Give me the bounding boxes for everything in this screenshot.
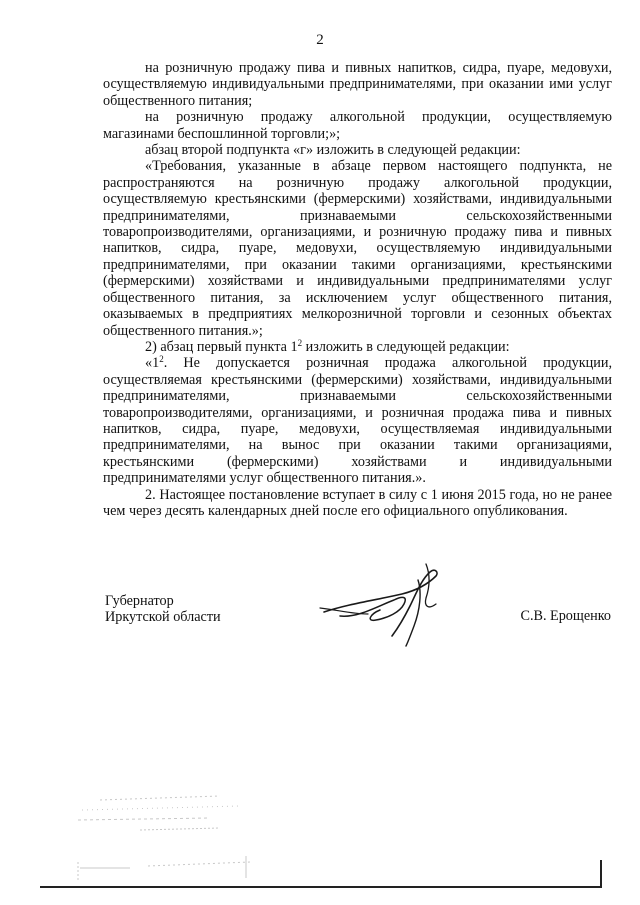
paragraph-7: 2. Настоящее постановление вступает в силу с 1 июня 2015 года, но не ранее чем через десять календарных дней после его официального опубликования. [103, 486, 612, 519]
document-body [103, 60, 612, 519]
signatory-title-line-2: Иркутской области [105, 609, 221, 625]
handwritten-signature [318, 560, 450, 648]
paragraph-6 [103, 355, 612, 486]
signatory-title-line-1: Губернатор [105, 593, 174, 609]
signatory-title [105, 593, 221, 625]
paragraph-5-text: 2) абзац первый пункта 1 [145, 338, 298, 355]
paragraph-1: на розничную продажу пива и пивных напитков, сидра, пуаре, медовухи, осуществляемую индивидуальными предпринимателями, при оказании ими услуг общественного питания; [103, 60, 612, 109]
paragraph-5-superscript: 2 [297, 337, 303, 348]
faded-stamp-marks [70, 778, 270, 898]
page-number: 2 [316, 32, 324, 48]
paragraph-3: абзац второй подпункта «г» изложить в следующей редакции: [145, 142, 521, 159]
paragraph-6-text: «1 [145, 355, 160, 372]
signatory-name: С.В. Ерощенко [520, 608, 611, 624]
paragraph-2: на розничную продажу алкогольной продукции, осуществляемую магазинами беспошлинной торговли;»; [103, 109, 612, 142]
page-right-border [600, 860, 602, 888]
paragraph-5 [103, 339, 612, 355]
page-bottom-border [40, 886, 602, 888]
paragraph-6-superscript: 2 [159, 354, 164, 365]
paragraph-5-text-end: изложить в следующей редакции: [302, 338, 510, 355]
paragraph-4: «Требования, указанные в абзаце первом настоящего подпункта, не распространяются на розничную продажу алкогольной продукции, осуществляемую крестьянскими (фермерскими) хозяйствами, индивидуальными предпринимателями, признаваемыми сельскохозяйственными товаропроизводителями, организациями, и розничную продажу пива и пивных напитков, сидра, пуаре, медовухи, осуществляемую индивидуальными предпринимателями, при оказании такими организациями, крестьянскими (фермерскими) хозяйствами и индивидуальными предпринимателями услуг общественного питания, за исключением услуг общественного питания, оказываемых в предприятиях мелкорозничной торговли и сезонных объектах общественного питания.»; [103, 158, 612, 339]
paragraph-6-text-end: . Не допускается розничная продажа алкогольной продукции, осуществляемая крестьянскими (фермерскими) хозяйствами, индивидуальными предпринимателями, признаваемыми сельскохозяйственными товаропроизводителями, организациями, и розничная продажа пива и пивных напитков, сидра, пуаре, медовухи, осуществляемая индивидуальными предпринимателями, на вынос при оказании такими организациями, крестьянскими (фермерскими) хозяйствами и индивидуальными предпринимателями услуг общественного питания.». [103, 355, 612, 487]
